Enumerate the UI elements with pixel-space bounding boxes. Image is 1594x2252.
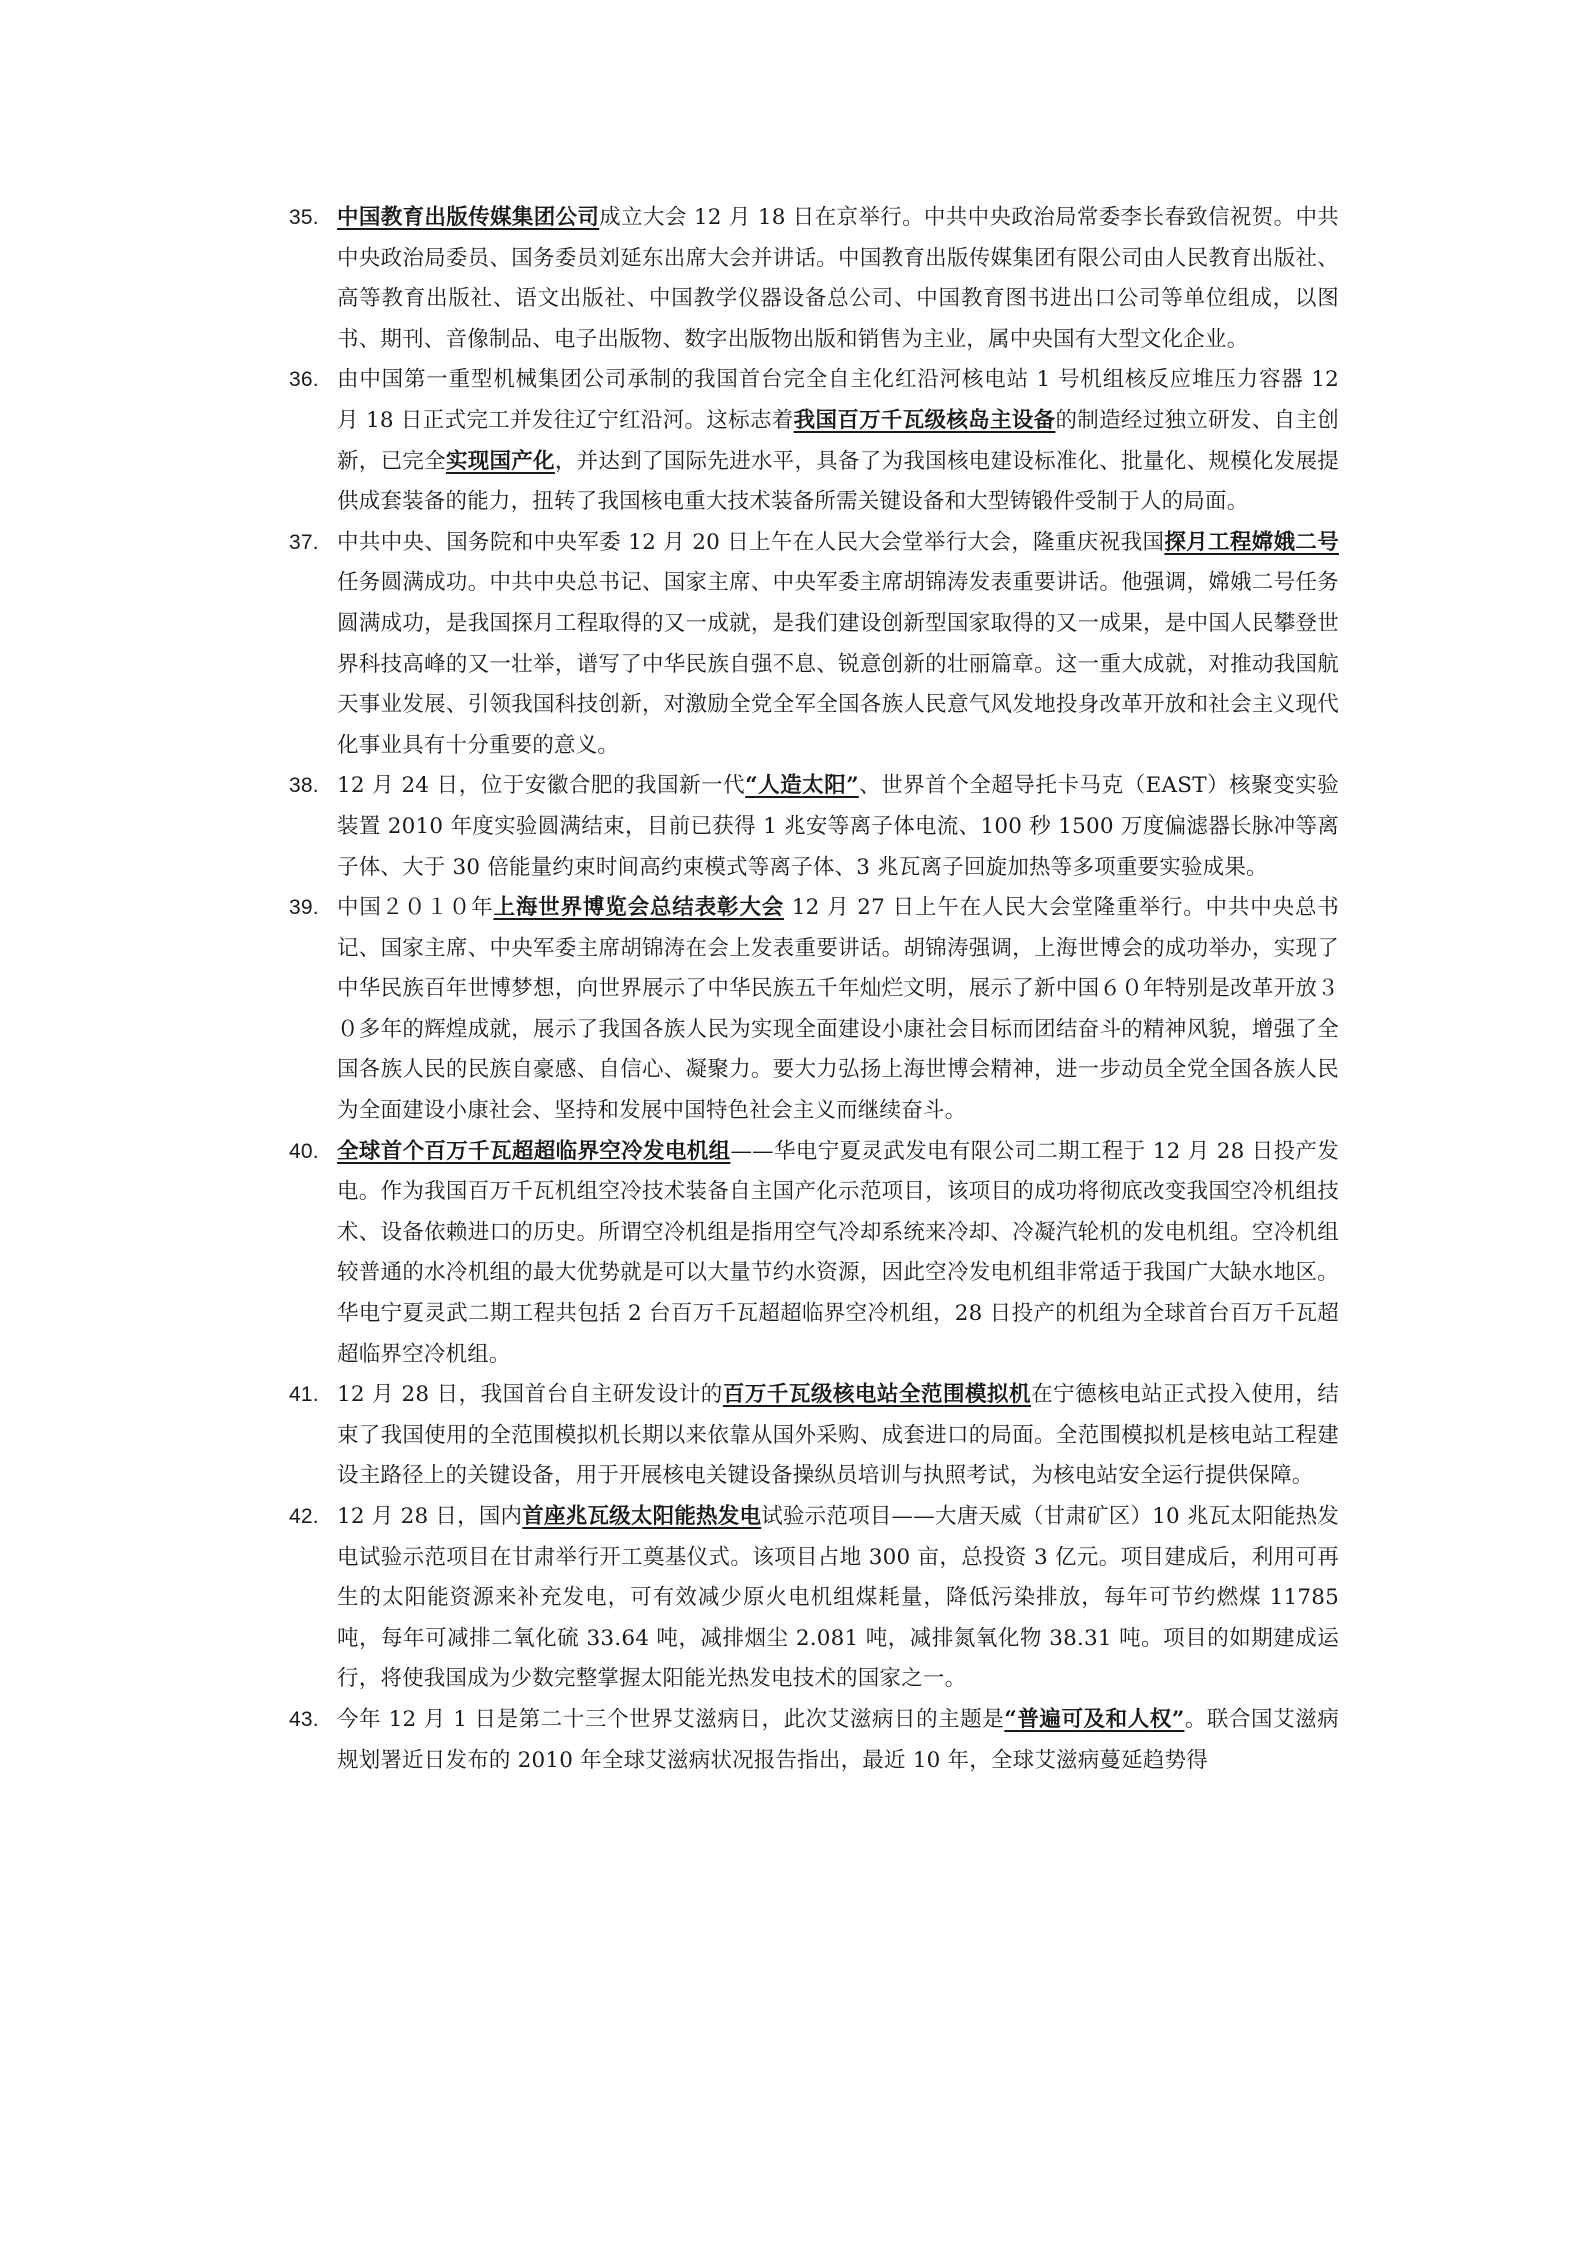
highlighted-term: 探月工程嫦娥二号 (1164, 529, 1339, 555)
list-item (289, 766, 1339, 888)
item-number: 37. (289, 530, 319, 554)
list-item (289, 1497, 1339, 1700)
list-item (289, 1375, 1339, 1497)
item-text: ，并达到了国际先进水平，具备了为我国核电建设标准化、批量化、规模化发展提供成套装备的能力，扭转了我国核电重大技术装备所需关键设备和大型铸锻件受制于人的局面。 (337, 448, 1339, 515)
item-text: 12 月 24 日，位于安徽合肥的我国新一代 (337, 773, 746, 799)
list-item (289, 1700, 1339, 1781)
highlighted-term: 中国教育出版传媒集团公司 (337, 205, 600, 230)
item-text: 。联合国艾滋病规划署近日发布的 2010 年全球艾滋病状况报告指出，最近 10 年，全球艾滋病蔓延趋势得 (337, 1706, 1339, 1773)
item-number: 38. (289, 774, 319, 798)
highlighted-term: 我国百万千瓦级核岛主设备 (793, 407, 1056, 433)
item-text: 中共中央、国务院和中央军委 12 月 20 日上午在人民大会堂举行大会，隆重庆祝我国 (337, 529, 1165, 555)
item-text: 任务圆满成功。中共中央总书记、国家主席、中央军委主席胡锦涛发表重要讲话。他强调，嫦娥二号任务圆满成功，是我国探月工程取得的又一成就，是我们建设创新型国家取得的又一成果，是中国人民攀登世界科技高峰的又一壮举，谱写了中华民族自强不息、锐意创新的壮丽篇章。这一重大成就，对推动我国航天事业发展、引领我国科技创新，对激励全党全军全国各族人民意气风发地投身改革开放和社会主义现代化事业具有十分重要的意义。 (337, 570, 1339, 758)
item-text: 12 月 28 日，我国首台自主研发设计的 (337, 1382, 723, 1408)
item-text: ——华电宁夏灵武发电有限公司二期工程于 12 月 28 日投产发电。作为我国百万千瓦机组空冷技术装备自主国产化示范项目，该项目的成功将彻底改变我国空冷机组技术、设备依赖进口的历史。所谓空冷机组是指用空气冷却系统来冷却、冷凝汽轮机的发电机组。空冷机组较普通的水冷机组的最大优势就是可以大量节约水资源，因此空冷发电机组非常适于我国广大缺水地区。华电宁夏灵武二期工程共包括 2 台百万千瓦超超临界空冷机组，28 日投产的机组为全球首台百万千瓦超超临界空冷机组。 (337, 1138, 1339, 1367)
item-text: 12 月 28 日，国内 (337, 1504, 523, 1529)
numbered-list (289, 198, 1339, 1781)
item-number: 39. (289, 896, 319, 920)
highlighted-term: “人造太阳” (745, 773, 859, 799)
item-text: 的制造经过独立研发、自主创新，已完全 (337, 407, 1339, 474)
highlighted-term: 上海世界博览会总结表彰大会 (493, 895, 785, 921)
item-text: 在宁德核电站正式投入使用，结束了我国使用的全范围模拟机长期以来依靠从国外采购、成套进口的局面。全范围模拟机是核电站工程建设主路径上的关键设备，用于开展核电关键设备操纵员培训与执照考试，为核电站安全运行提供保障。 (337, 1382, 1339, 1489)
list-item (289, 198, 1339, 360)
item-number: 41. (289, 1383, 319, 1407)
item-text: 中国２０１０年 (337, 895, 494, 921)
item-text: 由中国第一重型机械集团公司承制的我国首台完全自主化红沿河核电站 1 号机组核反应堆压力容器 12 月 18 日正式完工并发往辽宁红沿河。这标志着 (337, 367, 1339, 433)
highlighted-term: 百万千瓦级核电站全范围模拟机 (722, 1382, 1032, 1408)
highlighted-term: 首座兆瓦级太阳能热发电 (522, 1504, 762, 1529)
highlighted-term: “普遍可及和人权” (1004, 1706, 1185, 1732)
highlighted-term: 全球首个百万千瓦超超临界空冷发电机组 (337, 1138, 731, 1164)
highlighted-term: 实现国产化 (445, 448, 555, 474)
item-text: 12 月 27 日上午在人民大会堂隆重举行。中共中央总书记、国家主席、中央军委主席胡锦涛在会上发表重要讲话。胡锦涛强调，上海世博会的成功举办，实现了中华民族百年世博梦想，向世界展示了中华民族五千年灿烂文明，展示了新中国６０年特别是改革开放３０多年的辉煌成就，展示了我国各族人民为实现全面建设小康社会目标而团结奋斗的精神风貌，增强了全国各族人民的民族自豪感、自信心、凝聚力。要大力弘扬上海世博会精神，进一步动员全党全国各族人民为全面建设小康社会、坚持和发展中国特色社会主义而继续奋斗。 (337, 895, 1339, 1124)
item-number: 36. (289, 368, 319, 392)
item-number: 42. (289, 1505, 319, 1528)
item-text: 成立大会 12 月 18 日在京举行。中共中央政治局常委李长春致信祝贺。中共中央政治局委员、国务委员刘延东出席大会并讲话。中国教育出版传媒集团有限公司由人民教育出版社、高等教育出版社、语文出版社、中国教学仪器设备总公司、中国教育图书进出口公司等单位组成，以图书、期刊、音像制品、电子出版物、数字出版物出版和销售为主业，属中央国有大型文化企业。 (337, 205, 1340, 352)
item-text: 、世界首个全超导托卡马克（EAST）核聚变实验装置 2010 年度实验圆满结束，目前已获得 1 兆安等离子体电流、100 秒 1500 万度偏滤器长脉冲等离子体、大于 30 倍能量约束时间高约束模式等离子体、3 兆瓦离子回旋加热等多项重要实验成果。 (337, 773, 1339, 880)
list-item (289, 888, 1339, 1132)
list-item (289, 1132, 1339, 1376)
item-number: 35. (289, 206, 319, 229)
list-item (289, 523, 1339, 767)
list-item (289, 360, 1339, 522)
item-number: 43. (289, 1707, 319, 1731)
item-text: 今年 12 月 1 日是第二十三个世界艾滋病日，此次艾滋病日的主题是 (337, 1706, 1005, 1732)
item-text: 试验示范项目——大唐天威（甘肃矿区）10 兆瓦太阳能热发电试验示范项目在甘肃举行开工奠基仪式。该项目占地 300 亩，总投资 3 亿元。项目建成后，利用可再生的太阳能资源来补充发电，可有效减少原火电机组煤耗量，降低污染排放，每年可节约燃煤 11785 吨，每年可减排二氧化硫 33.64 吨，减排烟尘 2.081 吨，减排氮氧化物 38.31 吨。项目的如期建成运行，将使我国成为少数完整掌握太阳能光热发电技术的国家之一。 (337, 1504, 1340, 1692)
item-number: 40. (289, 1139, 319, 1163)
